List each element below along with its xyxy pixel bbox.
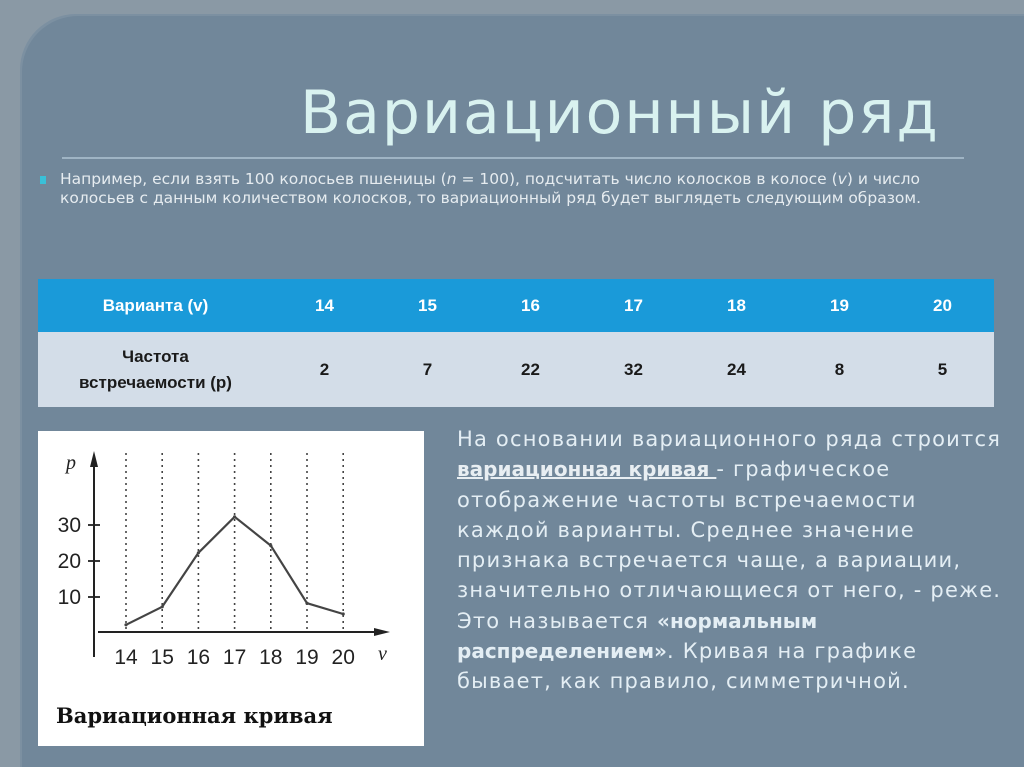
intro-n: n (446, 170, 457, 188)
table-row-variants (38, 279, 994, 332)
variant-cell: 20 (933, 295, 952, 315)
data-point (197, 551, 200, 554)
frequency-cell: 2 (319, 359, 330, 379)
row-label-variant: Варианта (v) (102, 295, 209, 315)
table-row-frequencies (38, 332, 994, 407)
data-point (269, 544, 272, 547)
x-tick-label: 20 (331, 646, 355, 669)
x-axis-arrow (374, 628, 390, 636)
row-label-frequency (38, 332, 273, 407)
bullet-icon (40, 176, 46, 184)
variation-curve-chart (38, 431, 424, 701)
variant-cell: 14 (315, 295, 334, 315)
title-divider (62, 157, 964, 159)
body-text-1: На основании вариационного ряда строится (457, 427, 1002, 451)
intro-text-2: = 100), подсчитать число колосков в колосе ( (456, 170, 838, 188)
intro-v: v (837, 170, 847, 188)
variant-cell: 19 (830, 295, 849, 315)
body-text-2: - графическое отображение частоты встречаемости каждой варианты. Среднее значение признака встречается чаще, а вариации, значительно отличающиеся от него, - реже. Это называется (457, 457, 1002, 633)
y-axis-arrow (90, 451, 98, 467)
frequency-cell: 24 (727, 359, 746, 379)
y-tick-label: 20 (57, 550, 81, 573)
data-point (124, 623, 127, 626)
chart-caption: Вариационная кривая (56, 703, 333, 728)
frequency-cell: 8 (834, 359, 845, 379)
intro-text-3: ) и число колосьев с данным количеством колосков, то вариационный ряд будет выглядеть следующим образом. (60, 170, 922, 207)
variant-cell: 16 (521, 295, 540, 315)
frequency-cell: 7 (422, 359, 433, 379)
variation-table (38, 279, 994, 407)
body-text-3: . Кривая на графике бывает, как правило, симметричной. (457, 639, 918, 694)
frequency-cell: 32 (624, 359, 643, 379)
y-tick-label: 30 (57, 514, 81, 537)
x-tick-label: 18 (259, 646, 283, 669)
row-label-frequency-line1: Частота (122, 346, 189, 366)
intro-paragraph (60, 170, 990, 208)
slide-title: Вариационный ряд (300, 78, 940, 148)
row-label-frequency-line2: встречаемости (p) (79, 372, 232, 392)
data-point (305, 602, 308, 605)
x-tick-label: 16 (186, 646, 211, 669)
variant-cell: 15 (418, 295, 437, 315)
data-point (342, 612, 345, 615)
variation-curve-link[interactable]: вариационная кривая (457, 457, 717, 482)
variant-cell: 17 (624, 295, 643, 315)
normal-distribution-term: «нормальным распределением» (457, 608, 818, 664)
y-tick-label: 10 (57, 586, 81, 609)
y-axis-label: p (66, 452, 76, 474)
x-tick-label: 14 (114, 646, 138, 669)
data-point (233, 515, 236, 518)
x-tick-label: 15 (150, 646, 174, 669)
x-axis-label: v (378, 643, 387, 665)
intro-text-1: Например, если взять 100 колосьев пшеницы ( (60, 170, 447, 188)
variant-cell: 18 (727, 295, 746, 315)
x-tick-label: 19 (295, 646, 319, 669)
frequency-cell: 22 (521, 359, 540, 379)
frequency-cell: 5 (937, 359, 948, 379)
data-point (161, 605, 164, 608)
variation-curve-figure (38, 431, 424, 746)
x-tick-label: 17 (222, 646, 247, 669)
explanation-paragraph (457, 424, 1017, 697)
